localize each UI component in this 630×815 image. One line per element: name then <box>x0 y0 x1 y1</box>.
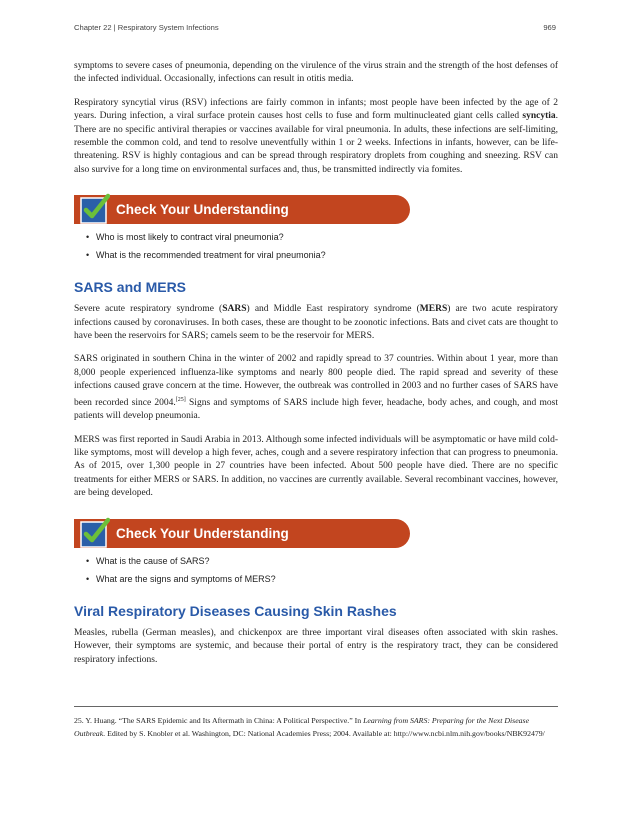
check-understanding-banner <box>74 193 558 223</box>
question-list <box>74 555 558 585</box>
book-title: Learning from SARS: Preparing for the Next Disease Outbreak <box>74 716 530 738</box>
term-mers: MERS <box>419 304 448 315</box>
banner-title: Check Your Understanding <box>116 202 289 218</box>
section-heading-skin-rashes: Viral Respiratory Diseases Causing Skin Rashes <box>74 602 397 619</box>
term-sars: SARS <box>222 304 247 315</box>
question-item: • What is the cause of SARS? <box>96 555 558 567</box>
checkbox-checkmark-icon <box>78 517 110 549</box>
paragraph-mers: MERS was first reported in Saudi Arabia in 2013. Although some infected individuals will be asymptomatic or have mild cold-like symptoms, most will develop a high fever, aches, cough and a severe respiratory infection that can progress to pneumonia. As of 2015, over 1,300 people in 27 countries have been infected. About 500 people have died. There are no specific treatments for either MERS or SARS. In addition, no vaccines are currently available. Several recombinant vaccines, however, are being developed. <box>74 434 558 499</box>
footnote: 25. Y. Huang. “The SARS Epidemic and Its Aftermath in China: A Political Perspective.” In Learning from SARS: Preparing for the Next Disease Outbreak. Edited by S. Knobler et al. Washington, DC: National Academies Press; 2004. Available at: http://www.ncbi.nlm.nih.gov/books/NBK92479/ <box>74 716 545 738</box>
paragraph-rsv: Respiratory syncytial virus (RSV) infections are fairly common in infants; most people have been infected by the age of 2 years. During infection, a viral surface protein causes host cells to fuse and form multinucleated giant cells called syncytia. There are no specific antiviral therapies or vaccines available for viral pneumonia. In adults, these infections are self-limiting, resemble the common cold, and tend to resolve uneventfully within 1 or 2 weeks. Infections in infants, however, can be life-threatening. RSV is highly contagious and can be spread through respiratory droplets from coughing and sneezing. RSV can also survive for a long time on environmental surfaces and, thus, be transmitted indirectly via fomites. <box>74 97 558 175</box>
footnote-citation-link[interactable]: . Edited by S. Knobler et al. Washington, DC: National Academies Press; 2004. Available at: http://www.ncbi.nlm.nih.gov/books/NBK92479/ <box>103 729 545 738</box>
question-item: • Who is most likely to contract viral pneumonia? <box>96 231 558 243</box>
page-content <box>74 60 558 677</box>
paragraph-sars-history: SARS originated in southern China in the winter of 2002 and rapidly spread to 37 countries. Within about 1 year, more than 8,000 people experienced influenza-like symptoms and nearly 800 people died. The rapid spread and severity of these infections caused grave concern at the time. However, the outbreak was controlled in 2003 and no further cases of SARS have been recorded since 2004.[25] Signs and symptoms of SARS include high fever, headache, body aches, and cough, and most patients will develop pneumonia. <box>74 354 558 422</box>
footnote-divider <box>74 706 558 707</box>
check-understanding-banner <box>74 517 558 547</box>
section-heading-sars-mers: SARS and MERS <box>74 279 187 296</box>
chapter-title: Chapter 22 | Respiratory System Infections <box>74 23 219 32</box>
term-syncytia: syncytia <box>522 111 556 122</box>
question-item: • What are the signs and symptoms of MERS? <box>96 573 558 585</box>
question-list <box>74 231 558 261</box>
question-item: • What is the recommended treatment for viral pneumonia? <box>96 249 558 261</box>
banner-title: Check Your Understanding <box>116 525 289 541</box>
footnote-reference[interactable]: [25] <box>175 396 186 403</box>
paragraph-sars-mers-intro: Severe acute respiratory syndrome (SARS) and Middle East respiratory syndrome (MERS) are two acute respiratory infections caused by coronaviruses. In both cases, these are thought to be zoonotic infections. Bats and civet cats are thought to have been the reservoirs for SARS; camels seem to be the reservoir for MERS. <box>74 304 558 342</box>
paragraph-intro: symptoms to severe cases of pneumonia, depending on the virulence of the virus strain and the strength of the host defenses of the infected individual. Occasionally, infections can result in otitis media. <box>74 61 558 85</box>
paragraph-skin-rashes: Measles, rubella (German measles), and chickenpox are three important viral diseases often associated with skin rashes. However, their symptoms are systemic, and because their portal of entry is the respiratory tract, they can be considered respiratory infections. <box>74 627 558 665</box>
page-number: 969 <box>543 23 556 32</box>
checkbox-checkmark-icon <box>78 193 110 225</box>
